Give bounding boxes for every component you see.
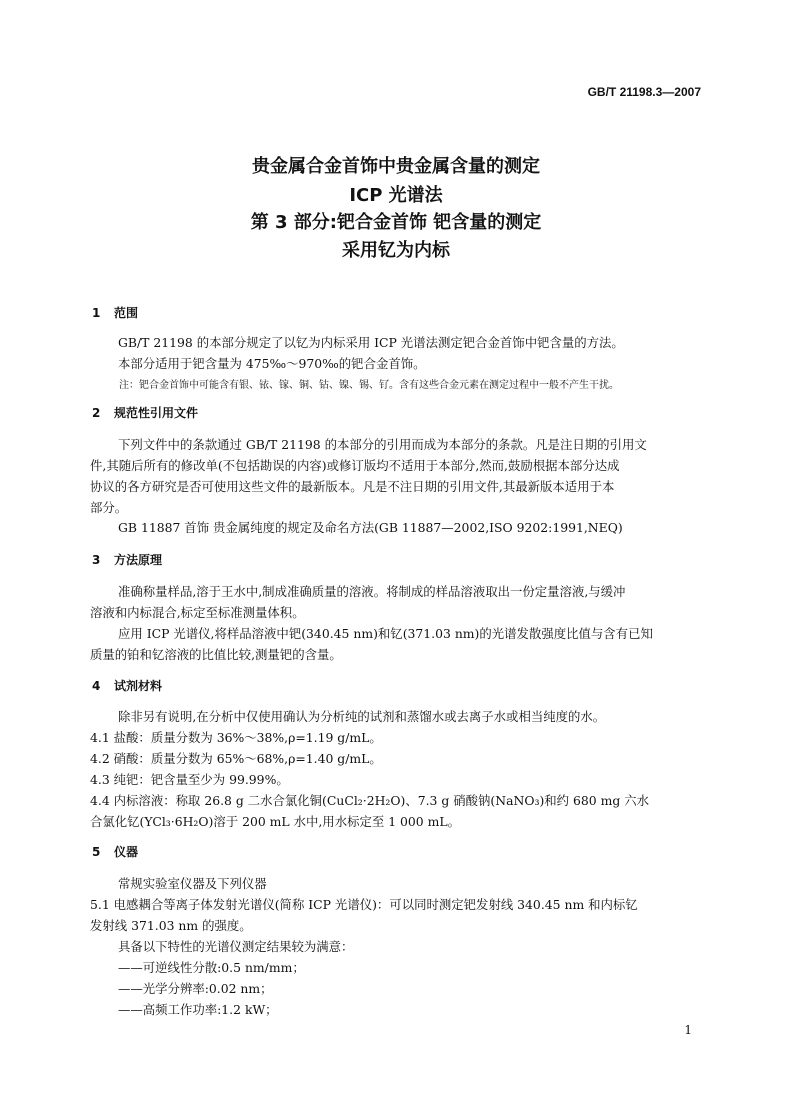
paragraph-line: 协议的各方研究是否可使用这些文件的最新版本。凡是不注日期的引用文件,其最新版本适用于本 — [90, 479, 615, 494]
section-number: 4 — [92, 679, 101, 693]
paragraph-line: 溶液和内标混合,标定至标准测量体积。 — [90, 605, 305, 620]
paragraph-line: 件,其随后所有的修改单(不包括勘误的内容)或修订版均不适用于本部分,然而,鼓励根据本部分达成 — [90, 458, 620, 473]
clause-4-1: 4.1 盐酸：质量分数为 36%～38%,ρ=1.19 g/mL。 — [90, 730, 382, 745]
clause-4-2: 4.2 硝酸：质量分数为 65%～68%,ρ=1.40 g/mL。 — [90, 751, 382, 766]
paragraph: 具备以下特性的光谱仪测定结果较为满意： — [118, 939, 354, 954]
section-number: 5 — [92, 845, 101, 859]
standard-code: GB/T 21198.3—2007 — [587, 85, 701, 99]
section-3-heading — [92, 551, 162, 568]
document-title-line-2: ICP 光谱法 — [349, 185, 443, 206]
clause-5-1-continuation: 发射线 371.03 nm 的强度。 — [90, 918, 252, 933]
clause-4-4: 4.4 内标溶液：称取 26.8 g 二水合氯化铜(CuCl₂·2H₂O)、7.3 g 硝酸钠(NaNO₃)和约 680 mg 六水 — [90, 793, 649, 808]
document-title-line-3: 第 3 部分:钯合金首饰 钯含量的测定 — [250, 212, 542, 233]
clause-4-4-continuation: 合氯化钇(YCl₃·6H₂O)溶于 200 mL 水中,用水标定至 1 000 mL。 — [90, 814, 460, 829]
section-title: 试剂材料 — [114, 679, 163, 693]
paragraph-line: 质量的铂和钇溶液的比值比较,测量钯的含量。 — [90, 647, 342, 662]
section-number: 3 — [92, 553, 101, 567]
section-5-heading — [92, 843, 138, 860]
section-title: 方法原理 — [114, 553, 163, 567]
section-number: 2 — [92, 406, 101, 420]
section-title: 仪器 — [114, 845, 139, 859]
section-title: 范围 — [114, 306, 139, 320]
document-title-line-1: 贵金属合金首饰中贵金属含量的测定 — [252, 156, 540, 177]
note: 注：钯合金首饰中可能含有银、铱、镓、铜、钴、镍、锡、钌。含有这些合金元素在测定过程中一般不产生干扰。 — [119, 380, 619, 391]
paragraph: 本部分适用于钯含量为 475‰～970‰的钯合金首饰。 — [118, 356, 426, 371]
paragraph-line: 应用 ICP 光谱仪,将样品溶液中钯(340.45 nm)和钇(371.03 nm)的光谱发散强度比值与含有已知 — [118, 626, 653, 641]
section-number: 1 — [92, 306, 101, 320]
paragraph-line: 部分。 — [90, 500, 128, 515]
page-number: 1 — [684, 1023, 692, 1037]
paragraph: 常规实验室仪器及下列仪器 — [118, 876, 267, 891]
clause-4-3: 4.3 纯钯：钯含量至少为 99.99%。 — [90, 772, 289, 787]
section-2-heading — [92, 404, 198, 421]
dash-list-item: ——高频工作功率:1.2 kW； — [118, 1002, 278, 1017]
section-title: 规范性引用文件 — [114, 406, 199, 420]
section-1-heading — [92, 304, 138, 321]
paragraph-line: 下列文件中的条款通过 GB/T 21198 的本部分的引用而成为本部分的条款。凡是注日期的引用文 — [118, 437, 647, 452]
clause-5-1: 5.1 电感耦合等离子体发射光谱仪(简称 ICP 光谱仪)：可以同时测定钯发射线 340.45 nm 和内标钇 — [90, 897, 638, 912]
document-title-line-4: 采用钇为内标 — [342, 240, 450, 261]
paragraph-line: 准确称量样品,溶于王水中,制成准确质量的溶液。将制成的样品溶液取出一份定量溶液,与缓冲 — [118, 584, 626, 599]
paragraph: GB/T 21198 的本部分规定了以钇为内标采用 ICP 光谱法测定钯合金首饰中钯含量的方法。 — [118, 335, 624, 350]
paragraph: 除非另有说明,在分析中仅使用确认为分析纯的试剂和蒸馏水或去离子水或相当纯度的水。 — [118, 709, 606, 724]
section-4-heading — [92, 677, 162, 694]
dash-list-item: ——光学分辨率:0.02 nm； — [118, 981, 273, 996]
normative-reference: GB 11887 首饰 贵金属纯度的规定及命名方法(GB 11887—2002,ISO 9202:1991,NEQ) — [118, 520, 623, 535]
dash-list-item: ——可逆线性分散:0.5 nm/mm； — [118, 960, 305, 975]
